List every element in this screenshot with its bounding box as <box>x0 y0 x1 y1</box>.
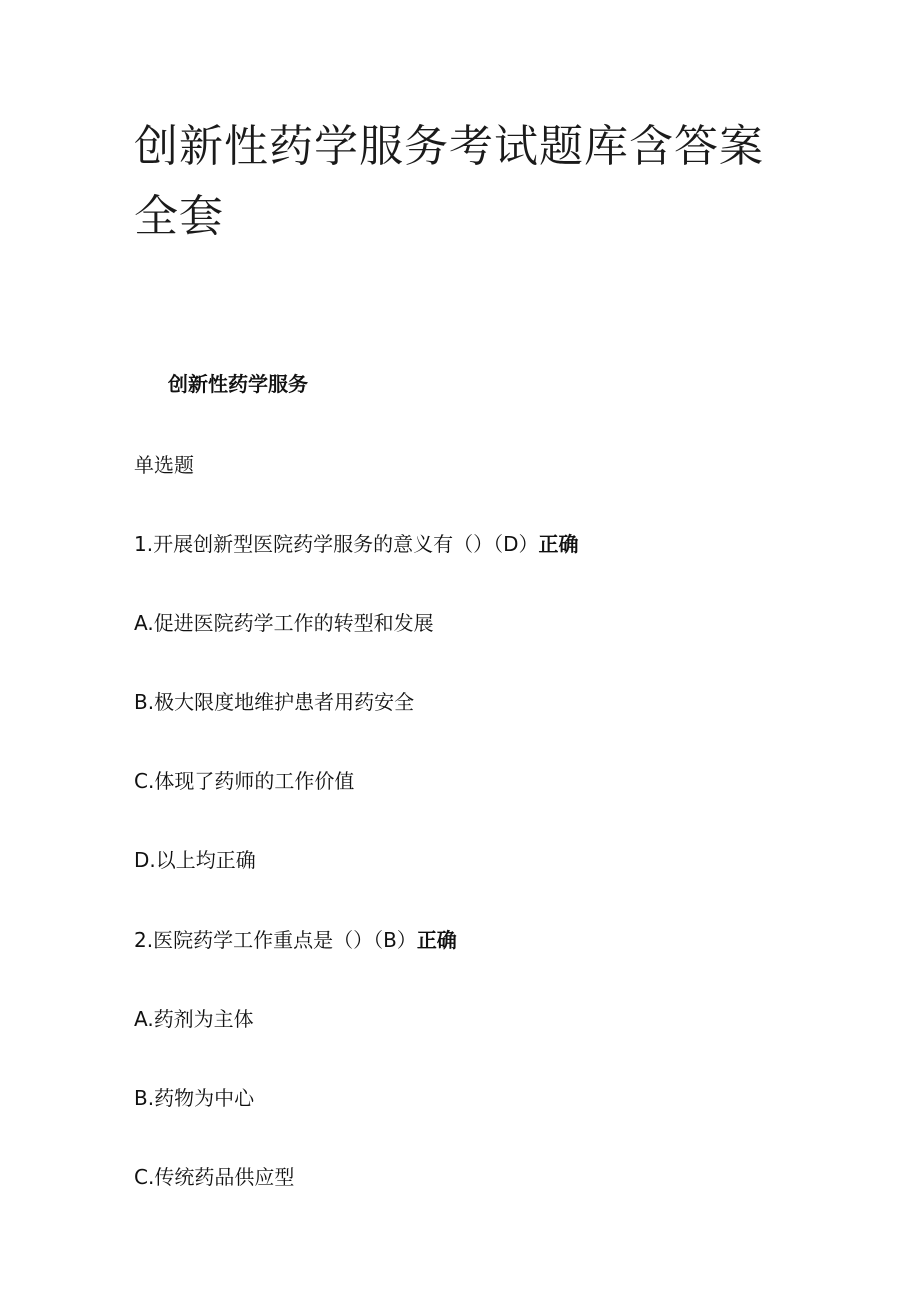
question-1-option-c: C.体现了药师的工作价值 <box>134 769 355 793</box>
question-1-option-d: D.以上均正确 <box>134 848 256 872</box>
document-title: 创新性药学服务考试题库含答案全套 <box>134 121 764 242</box>
question-1-status: 正确 <box>538 532 579 556</box>
question-2-stem: 2.医院药学工作重点是（）（B） <box>134 928 417 952</box>
section-heading: 创新性药学服务 <box>168 372 308 396</box>
question-2-option-a: A.药剂为主体 <box>134 1007 254 1031</box>
question-1-option-b: B.极大限度地维护患者用药安全 <box>134 690 415 714</box>
question-1-stem-line <box>134 530 578 558</box>
question-type-label: 单选题 <box>134 453 194 477</box>
question-2-stem-line <box>134 926 457 954</box>
question-1-stem: 1.开展创新型医院药学服务的意义有（）（D） <box>134 532 539 556</box>
question-2-option-c: C.传统药品供应型 <box>134 1165 295 1189</box>
question-1-option-a: A.促进医院药学工作的转型和发展 <box>134 611 434 635</box>
question-2-status: 正确 <box>416 928 457 952</box>
question-2-option-b: B.药物为中心 <box>134 1086 255 1110</box>
